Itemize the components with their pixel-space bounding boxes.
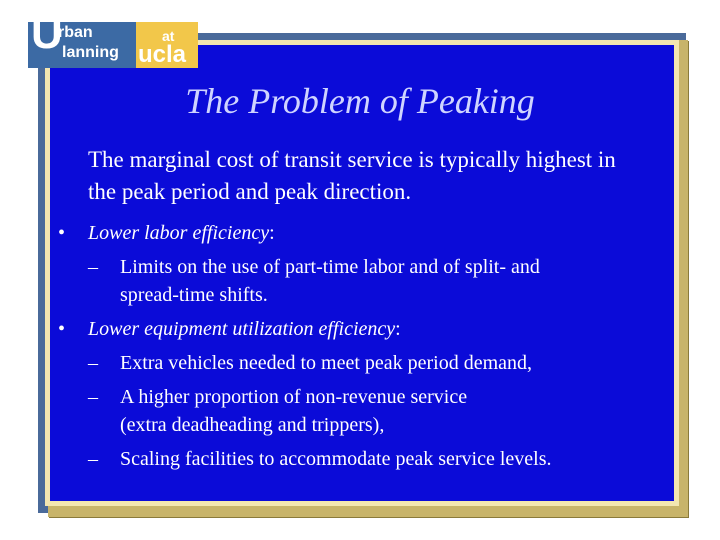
- logo-text-rban: rban: [58, 24, 93, 41]
- bullet-list: [58, 216, 678, 476]
- sub-bullet-text: Extra vehicles needed to meet peak period demand,: [120, 352, 533, 374]
- slide-title: The Problem of Peaking: [185, 81, 535, 121]
- sub-bullet-item: [58, 380, 678, 414]
- sub-bullet-text: A higher proportion of non-revenue service: [120, 386, 468, 408]
- logo-text-at: at: [162, 28, 175, 44]
- sub-bullet-item: [58, 346, 678, 380]
- sub-bullet-item: [58, 442, 678, 476]
- sub-bullet-text: Scaling facilities to accommodate peak service levels.: [120, 448, 552, 470]
- bullet-icon: •: [58, 222, 66, 244]
- sub-bullet-text: Limits on the use of part-time labor and of split- and: [120, 256, 540, 278]
- bullet-icon: •: [58, 318, 66, 340]
- dash-icon: –: [88, 352, 98, 374]
- urban-planning-ucla-logo: [28, 9, 198, 68]
- sub-bullet-continuation: spread-time shifts.: [120, 284, 268, 306]
- intro-paragraph: The marginal cost of transit service is typically highest in the peak period and peak direction.: [88, 147, 616, 204]
- sub-bullet-continuation: (extra deadheading and trippers),: [120, 414, 385, 436]
- bullet-suffix: :: [395, 318, 401, 340]
- bullet-label: Lower labor efficiency: [88, 222, 270, 244]
- logo-text-ucla: ucla: [138, 41, 187, 68]
- dash-icon: –: [88, 256, 98, 278]
- bullet-label: Lower equipment utilization efficiency: [88, 318, 396, 340]
- bullet-suffix: :: [269, 222, 275, 244]
- bullet-item: [58, 216, 678, 250]
- dash-icon: –: [88, 448, 98, 470]
- dash-icon: –: [88, 386, 98, 408]
- sub-bullet-item: [58, 250, 678, 284]
- logo-letter-u: U: [31, 9, 63, 58]
- bullet-item: [58, 312, 678, 346]
- logo-text-lanning: lanning: [62, 44, 119, 61]
